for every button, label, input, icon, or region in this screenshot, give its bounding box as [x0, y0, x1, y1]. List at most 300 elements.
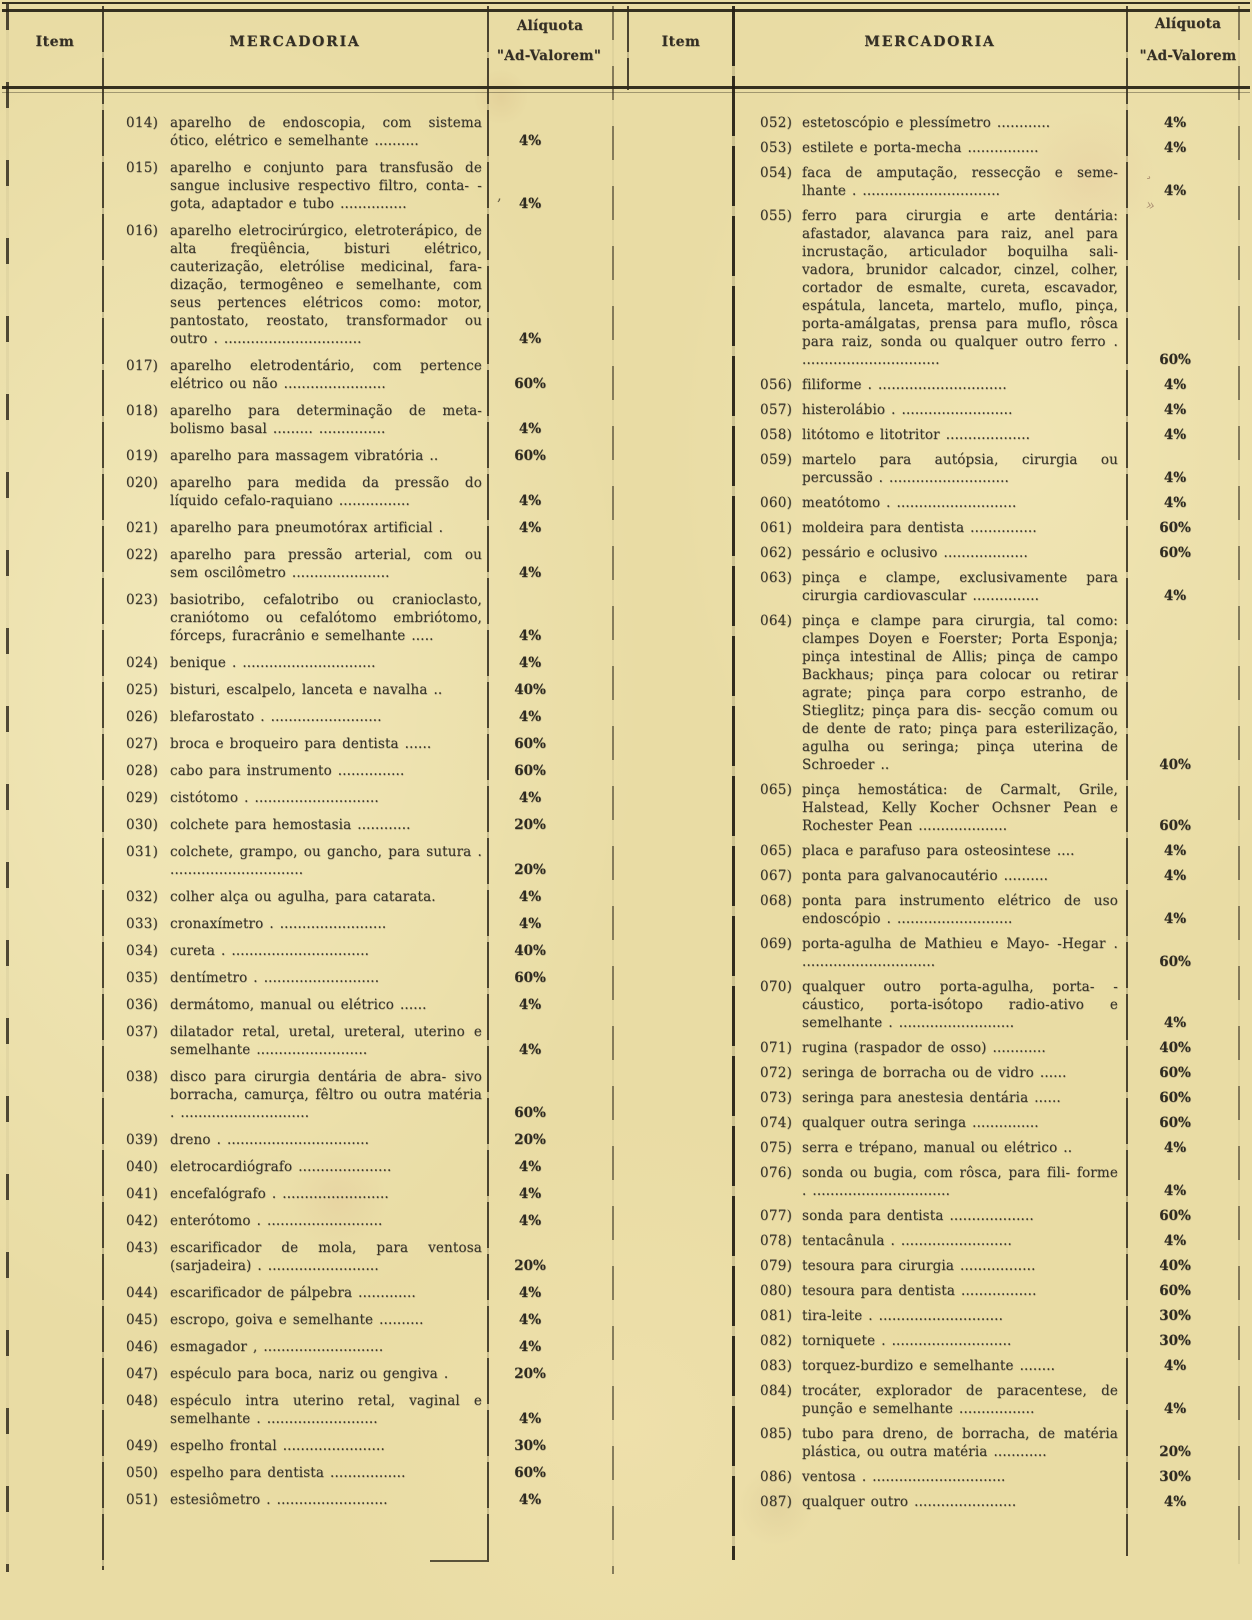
- table-row: [126, 1365, 578, 1383]
- table-row: [126, 942, 578, 960]
- item-number: 068): [760, 893, 793, 909]
- item-description: enterótomo . ..........................: [170, 1213, 383, 1229]
- item-number: 024): [126, 655, 159, 671]
- header-bottom-rule: [2, 86, 1250, 89]
- item-description: colchete para hemostasia ............: [170, 817, 411, 833]
- item-rate: 60%: [1159, 1065, 1191, 1081]
- item-description: meatótomo . ...........................: [802, 495, 1017, 511]
- item-number: 034): [126, 943, 159, 959]
- item-description: sonda ou bugia, com rôsca, para fili- forme . ...............................: [802, 1165, 1118, 1199]
- table-row: [760, 401, 1232, 419]
- item-number: 067): [760, 868, 793, 884]
- item-rate: 4%: [518, 1492, 542, 1508]
- item-description: estesiômetro . .........................: [170, 1492, 388, 1508]
- item-description: escarificador de pálpebra .............: [170, 1285, 416, 1301]
- table-row: [760, 842, 1232, 860]
- right-header-item: Item: [661, 34, 701, 50]
- table-row: [126, 357, 578, 393]
- item-description: aparelho eletrocirúrgico, eletroterápico, de alta freqüência, bisturi elétrico, cauterização, eletrólise medicinal, fara- dização, termogêneo e semelhante, com seus pertences elétricos como: motor, pantostato, reostato, transformador ou outro . ...............................: [170, 223, 482, 347]
- item-rate: 30%: [514, 1438, 546, 1454]
- item-rate: 4%: [518, 133, 542, 149]
- item-description: tesoura para dentista .................: [802, 1283, 1037, 1299]
- item-number: 061): [760, 520, 793, 536]
- item-number: 056): [760, 377, 793, 393]
- table-row: [760, 451, 1232, 487]
- item-rate: 4%: [1163, 377, 1187, 393]
- right-table-outer-border: [627, 6, 629, 90]
- item-number: 016): [126, 223, 159, 239]
- item-number: 086): [760, 1469, 793, 1485]
- item-number: 078): [760, 1233, 793, 1249]
- item-rate: 4%: [1163, 1494, 1187, 1510]
- table-row: [126, 402, 578, 438]
- item-description: cabo para instrumento ...............: [170, 763, 405, 779]
- item-description: faca de amputação, ressecção e seme- lhante . ...............................: [802, 165, 1118, 199]
- item-number: 052): [760, 115, 793, 131]
- item-number: 033): [126, 916, 159, 932]
- table-row: [760, 935, 1232, 971]
- item-description: cronaxímetro . ........................: [170, 916, 387, 932]
- table-row: [126, 654, 578, 672]
- item-description: escarificador de mola, para ventosa (sarjadeira) . .........................: [170, 1240, 482, 1274]
- item-description: placa e parafuso para osteosintese ....: [802, 843, 1075, 859]
- table-row: [760, 1114, 1232, 1132]
- item-rate: 4%: [518, 1339, 542, 1355]
- item-description: serra e trépano, manual ou elétrico ..: [802, 1140, 1073, 1156]
- item-rate: 4%: [518, 1159, 542, 1175]
- table-row: [760, 544, 1232, 562]
- item-description: aparelho para pressão arterial, com ou sem oscilômetro ......................: [170, 547, 482, 581]
- item-rate: 20%: [514, 817, 546, 833]
- item-description: ponta para galvanocautério ..........: [802, 868, 1049, 884]
- table-row: [126, 591, 578, 645]
- item-rate: 4%: [518, 520, 542, 536]
- item-description: bisturi, escalpelo, lanceta e navalha ..: [170, 682, 443, 698]
- item-description: escropo, goiva e semelhante ..........: [170, 1312, 424, 1328]
- item-description: histerolábio . .........................: [802, 402, 1013, 418]
- item-number: 085): [760, 1426, 793, 1442]
- scan-artifact: »: [1144, 195, 1157, 215]
- item-description: porta-agulha de Mathieu e Mayo- -Hegar . ..............................: [802, 936, 1118, 970]
- item-number: 069): [760, 936, 793, 952]
- item-rate: 30%: [1159, 1333, 1191, 1349]
- table-row: [760, 1164, 1232, 1200]
- item-rate: 4%: [518, 1285, 542, 1301]
- item-number: 038): [126, 1069, 159, 1085]
- table-row: [760, 207, 1232, 369]
- item-description: tentacânula . .........................: [802, 1233, 1012, 1249]
- item-rate: 4%: [1163, 868, 1187, 884]
- item-rate: 4%: [518, 1213, 542, 1229]
- table-row: [760, 426, 1232, 444]
- item-rate: 4%: [518, 493, 542, 509]
- item-rate: 4%: [1163, 402, 1187, 418]
- item-description: qualquer outro porta-agulha, porta- -cáustico, porta-isótopo radio-ativo e semelhante . ..........................: [802, 979, 1118, 1031]
- table-row: [126, 1284, 578, 1302]
- table-row: [760, 1064, 1232, 1082]
- item-rate: 4%: [518, 1411, 542, 1427]
- item-rate: 4%: [1163, 588, 1187, 604]
- item-description: tubo para dreno, de borracha, de matéria plástica, ou outra matéria ............: [802, 1426, 1118, 1460]
- table-row: [760, 1307, 1232, 1325]
- item-number: 046): [126, 1339, 159, 1355]
- table-row: [760, 1089, 1232, 1107]
- item-number: 025): [126, 682, 159, 698]
- item-rate: 4%: [1163, 427, 1187, 443]
- item-rate: 4%: [1163, 1233, 1187, 1249]
- item-rate: 4%: [1163, 470, 1187, 486]
- item-number: 073): [760, 1090, 793, 1106]
- item-description: moldeira para dentista ...............: [802, 520, 1037, 536]
- right-header-aliquota-line1: Alíquota: [1154, 16, 1222, 32]
- table-row: [126, 1392, 578, 1428]
- item-number: 032): [126, 889, 159, 905]
- item-rate: 20%: [514, 1366, 546, 1382]
- item-description: aparelho para massagem vibratória ..: [170, 448, 439, 464]
- item-number: 083): [760, 1358, 793, 1374]
- table-row: [126, 915, 578, 933]
- item-rate: 60%: [514, 763, 546, 779]
- item-rate: 60%: [1159, 1090, 1191, 1106]
- item-description: estilete e porta-mecha ................: [802, 140, 1039, 156]
- right-table-item-divider: [732, 6, 735, 1560]
- item-description: espelho para dentista .................: [170, 1465, 406, 1481]
- item-number: 044): [126, 1285, 159, 1301]
- table-row: [126, 1068, 578, 1122]
- item-number: 071): [760, 1040, 793, 1056]
- table-row: [126, 1491, 578, 1509]
- top-rule-outer: [2, 2, 1250, 4]
- item-rate: 4%: [1163, 1358, 1187, 1374]
- item-rate: 60%: [1159, 1115, 1191, 1131]
- item-number: 082): [760, 1333, 793, 1349]
- item-description: aparelho e conjunto para transfusão de sangue inclusive respectivo filtro, conta- -gota, adaptador e tubo ...............: [170, 160, 482, 212]
- item-number: 036): [126, 997, 159, 1013]
- item-description: disco para cirurgia dentária de abra- sivo borracha, camurça, fêltro ou outra matéria . .............................: [170, 1069, 482, 1121]
- item-number: 023): [126, 592, 159, 608]
- item-number: 047): [126, 1366, 159, 1382]
- item-rate: 4%: [518, 1312, 542, 1328]
- item-number: 054): [760, 165, 793, 181]
- item-description: torniquete . ...........................: [802, 1333, 1012, 1349]
- item-rate: 40%: [514, 943, 546, 959]
- scan-artifact: ¸: [1145, 162, 1153, 180]
- item-number: 027): [126, 736, 159, 752]
- scan-artifact: ,: [497, 186, 502, 204]
- item-description: qualquer outra seringa ...............: [802, 1115, 1039, 1131]
- table-row: [760, 781, 1232, 835]
- item-number: 031): [126, 844, 159, 860]
- table-row: [126, 888, 578, 906]
- item-description: tira-leite . ............................: [802, 1308, 1004, 1324]
- table-row: [760, 1357, 1232, 1375]
- table-row: [760, 114, 1232, 132]
- left-table-outer-border: [6, 4, 9, 1572]
- item-number: 018): [126, 403, 159, 419]
- item-rate: 30%: [1159, 1308, 1191, 1324]
- item-rate: 4%: [518, 1042, 542, 1058]
- table-row: [126, 447, 578, 465]
- item-number: 041): [126, 1186, 159, 1202]
- item-number: 065): [760, 843, 793, 859]
- item-rate: 4%: [518, 196, 542, 212]
- left-column-items: [126, 114, 578, 1518]
- item-description: aparelho para determinação de meta- bolismo basal ......... ...............: [170, 403, 482, 437]
- table-row: [760, 494, 1232, 512]
- table-row: [126, 546, 578, 582]
- item-number: 065): [760, 782, 793, 798]
- item-rate: 4%: [518, 889, 542, 905]
- item-description: aparelho eletrodentário, com pertence elétrico ou não .......................: [170, 358, 482, 392]
- item-rate: 60%: [514, 1105, 546, 1121]
- table-row: [760, 612, 1232, 774]
- item-number: 049): [126, 1438, 159, 1454]
- item-number: 030): [126, 817, 159, 833]
- item-description: eletrocardiógrafo .....................: [170, 1159, 392, 1175]
- item-rate: 60%: [1159, 818, 1191, 834]
- item-description: aparelho para pneumotórax artificial .: [170, 520, 444, 536]
- table-row: [126, 1437, 578, 1455]
- item-rate: 4%: [518, 565, 542, 581]
- item-rate: 60%: [1159, 1208, 1191, 1224]
- item-description: ferro para cirurgia e arte dentária: afastador, alavanca para raiz, anel para incrustação, articulador boquilha sali- vadora, brunidor calcador, cinzel, colher, cortador de esmalte, cureta, escavador, espátula, lanceta, martelo, muflo, pinça, porta-amálgatas, prensa para muflo, rôsca para raiz, sonda ou qualquer outro ferro . ...............................: [802, 208, 1118, 368]
- table-row: [126, 519, 578, 537]
- table-row: [760, 139, 1232, 157]
- table-row: [760, 1232, 1232, 1250]
- item-number: 057): [760, 402, 793, 418]
- item-description: martelo para autópsia, cirurgia ou percussão . ...........................: [802, 452, 1118, 486]
- item-description: seringa para anestesia dentária ......: [802, 1090, 1061, 1106]
- table-row: [126, 1131, 578, 1149]
- item-rate: 60%: [1159, 520, 1191, 536]
- table-row: [126, 708, 578, 726]
- item-rate: 4%: [1163, 843, 1187, 859]
- item-description: espéculo intra uterino retal, vaginal e semelhante . .........................: [170, 1393, 482, 1427]
- table-row: [760, 1207, 1232, 1225]
- table-row: [126, 816, 578, 834]
- item-description: aparelho para medida da pressão do líquido cefalo-raquiano ................: [170, 475, 482, 509]
- item-description: ponta para instrumento elétrico de uso endoscópio . ..........................: [802, 893, 1118, 927]
- item-description: dentímetro . ..........................: [170, 970, 380, 986]
- table-row: [760, 1493, 1232, 1511]
- item-description: litótomo e litotritor ...................: [802, 427, 1031, 443]
- item-number: 070): [760, 979, 793, 995]
- item-description: filiforme . .............................: [802, 377, 1007, 393]
- table-row: [760, 1257, 1232, 1275]
- left-header-aliquota-line1: Alíquota: [516, 18, 584, 34]
- item-rate: 40%: [514, 682, 546, 698]
- item-number: 021): [126, 520, 159, 536]
- item-rate: 4%: [518, 628, 542, 644]
- item-rate: 4%: [518, 790, 542, 806]
- item-description: aparelho de endoscopia, com sistema ótico, elétrico e semelhante ..........: [170, 115, 482, 149]
- table-row: [126, 1212, 578, 1230]
- item-number: 064): [760, 613, 793, 629]
- item-rate: 60%: [1159, 954, 1191, 970]
- left-header-mercadoria: MERCADORIA: [229, 34, 361, 50]
- table-row: [760, 1139, 1232, 1157]
- item-number: 080): [760, 1283, 793, 1299]
- item-rate: 60%: [514, 376, 546, 392]
- left-table-right-border: [612, 6, 614, 1574]
- item-rate: 4%: [1163, 115, 1187, 131]
- item-number: 055): [760, 208, 793, 224]
- item-number: 051): [126, 1492, 159, 1508]
- item-number: 020): [126, 475, 159, 491]
- item-number: 072): [760, 1065, 793, 1081]
- left-table-item-divider: [102, 6, 104, 1570]
- table-row: [126, 996, 578, 1014]
- item-number: 043): [126, 1240, 159, 1256]
- item-number: 042): [126, 1213, 159, 1229]
- item-rate: 4%: [1163, 183, 1187, 199]
- item-number: 074): [760, 1115, 793, 1131]
- table-row: [126, 762, 578, 780]
- item-description: broca e broqueiro para dentista ......: [170, 736, 432, 752]
- table-row: [760, 1382, 1232, 1418]
- item-number: 019): [126, 448, 159, 464]
- header-bottom-rule-echo: [2, 92, 1250, 93]
- item-description: pinça e clampe, exclusivamente para cirurgia cardiovascular ...............: [802, 570, 1118, 604]
- item-rate: 20%: [514, 1132, 546, 1148]
- item-description: ventosa . ..............................: [802, 1469, 1006, 1485]
- item-description: cureta . ...............................: [170, 943, 370, 959]
- item-rate: 4%: [518, 709, 542, 725]
- table-row: [126, 969, 578, 987]
- item-number: 017): [126, 358, 159, 374]
- table-row: [760, 1425, 1232, 1461]
- item-rate: 4%: [1163, 140, 1187, 156]
- item-number: 040): [126, 1159, 159, 1175]
- item-rate: 4%: [518, 997, 542, 1013]
- item-description: pessário e oclusivo ...................: [802, 545, 1028, 561]
- item-description: benique . ..............................: [170, 655, 376, 671]
- item-rate: 60%: [1159, 352, 1191, 368]
- table-row: [760, 1468, 1232, 1486]
- table-row: [126, 114, 578, 150]
- table-row: [126, 159, 578, 213]
- item-description: trocáter, explorador de paracentese, de punção e semelhante .................: [802, 1383, 1118, 1417]
- item-description: colchete, grampo, ou gancho, para sutura . ..............................: [170, 844, 482, 878]
- item-description: seringa de borracha ou de vidro ......: [802, 1065, 1067, 1081]
- item-number: 050): [126, 1465, 159, 1481]
- table-row: [760, 1039, 1232, 1057]
- item-rate: 40%: [1159, 757, 1191, 773]
- item-description: rugina (raspador de osso) ............: [802, 1040, 1046, 1056]
- item-number: 037): [126, 1024, 159, 1040]
- table-row: [760, 892, 1232, 928]
- item-number: 045): [126, 1312, 159, 1328]
- table-row: [760, 867, 1232, 885]
- item-rate: 60%: [1159, 1283, 1191, 1299]
- table-row: [126, 1158, 578, 1176]
- table-row: [126, 474, 578, 510]
- table-row: [126, 1023, 578, 1059]
- table-row: [760, 1332, 1232, 1350]
- item-description: qualquer outro .......................: [802, 1494, 1017, 1510]
- item-rate: 60%: [514, 736, 546, 752]
- item-number: 063): [760, 570, 793, 586]
- item-number: 059): [760, 452, 793, 468]
- item-rate: 4%: [518, 331, 542, 347]
- left-table-bottom-hook: [430, 1560, 489, 1562]
- item-rate: 60%: [514, 970, 546, 986]
- item-number: 029): [126, 790, 159, 806]
- item-number: 077): [760, 1208, 793, 1224]
- item-rate: 60%: [1159, 545, 1191, 561]
- item-number: 087): [760, 1494, 793, 1510]
- item-description: dilatador retal, uretal, ureteral, uterino e semelhante .........................: [170, 1024, 482, 1058]
- item-number: 084): [760, 1383, 793, 1399]
- item-rate: 20%: [1159, 1444, 1191, 1460]
- right-table-right-border: [1238, 6, 1240, 1564]
- item-number: 081): [760, 1308, 793, 1324]
- item-rate: 4%: [1163, 1140, 1187, 1156]
- item-rate: 20%: [514, 1258, 546, 1274]
- table-row: [126, 1464, 578, 1482]
- item-number: 028): [126, 763, 159, 779]
- item-number: 035): [126, 970, 159, 986]
- table-row: [126, 1185, 578, 1203]
- table-row: [760, 569, 1232, 605]
- item-description: dreno . ................................: [170, 1132, 370, 1148]
- item-description: tesoura para cirurgia .................: [802, 1258, 1036, 1274]
- item-description: espelho frontal .......................: [170, 1438, 385, 1454]
- table-row: [126, 1239, 578, 1275]
- table-row: [760, 978, 1232, 1032]
- right-header-mercadoria: MERCADORIA: [864, 34, 996, 50]
- table-row: [126, 222, 578, 348]
- item-rate: 20%: [514, 862, 546, 878]
- item-description: dermátomo, manual ou elétrico ......: [170, 997, 427, 1013]
- table-row: [760, 164, 1232, 200]
- item-rate: 4%: [518, 655, 542, 671]
- item-description: encefalógrafo . ........................: [170, 1186, 389, 1202]
- table-row: [126, 843, 578, 879]
- table-row: [126, 681, 578, 699]
- item-number: 022): [126, 547, 159, 563]
- item-description: blefarostato . .........................: [170, 709, 382, 725]
- item-number: 079): [760, 1258, 793, 1274]
- top-rule-inner: [2, 9, 1250, 12]
- item-description: colher alça ou agulha, para catarata.: [170, 889, 436, 905]
- item-description: pinça hemostática: de Carmalt, Grile, Halstead, Kelly Kocher Ochsner Pean e Rochester Pean ....................: [802, 782, 1118, 834]
- item-number: 015): [126, 160, 159, 176]
- table-row: [760, 376, 1232, 394]
- right-header-aliquota-line2: "Ad-Valorem: [1139, 48, 1237, 64]
- table-row: [126, 789, 578, 807]
- right-column-items: [760, 114, 1232, 1518]
- item-rate: 4%: [518, 916, 542, 932]
- item-description: estetoscópio e plessímetro ............: [802, 115, 1051, 131]
- item-number: 048): [126, 1393, 159, 1409]
- item-number: 014): [126, 115, 159, 131]
- item-description: basiotribo, cefalotribo ou cranioclasto, craniótomo ou cefalótomo embriótomo, fórceps, furacrânio e semelhante .....: [170, 592, 482, 644]
- item-description: pinça e clampe para cirurgia, tal como: clampes Doyen e Foerster; Porta Esponja; pinça intestinal de Allis; pinça de campo Backhaus; pinça para colocar ou retirar agrate; pinça para corpo estranho, de Stieglitz; pinça para dis- secção comum ou de dente de rato; pinça para esterilização, agulha ou seringa; pinça uterina de Schroeder ..: [802, 613, 1118, 773]
- item-rate: 4%: [1163, 1015, 1187, 1031]
- item-rate: 60%: [514, 1465, 546, 1481]
- item-rate: 4%: [1163, 1401, 1187, 1417]
- item-rate: 40%: [1159, 1040, 1191, 1056]
- table-row: [126, 1338, 578, 1356]
- item-description: torquez-burdizo e semelhante ........: [802, 1358, 1056, 1374]
- item-number: 062): [760, 545, 793, 561]
- item-rate: 4%: [518, 1186, 542, 1202]
- item-description: espéculo para boca, nariz ou gengiva .: [170, 1366, 449, 1382]
- item-number: 075): [760, 1140, 793, 1156]
- item-description: sonda para dentista ...................: [802, 1208, 1034, 1224]
- item-rate: 4%: [1163, 911, 1187, 927]
